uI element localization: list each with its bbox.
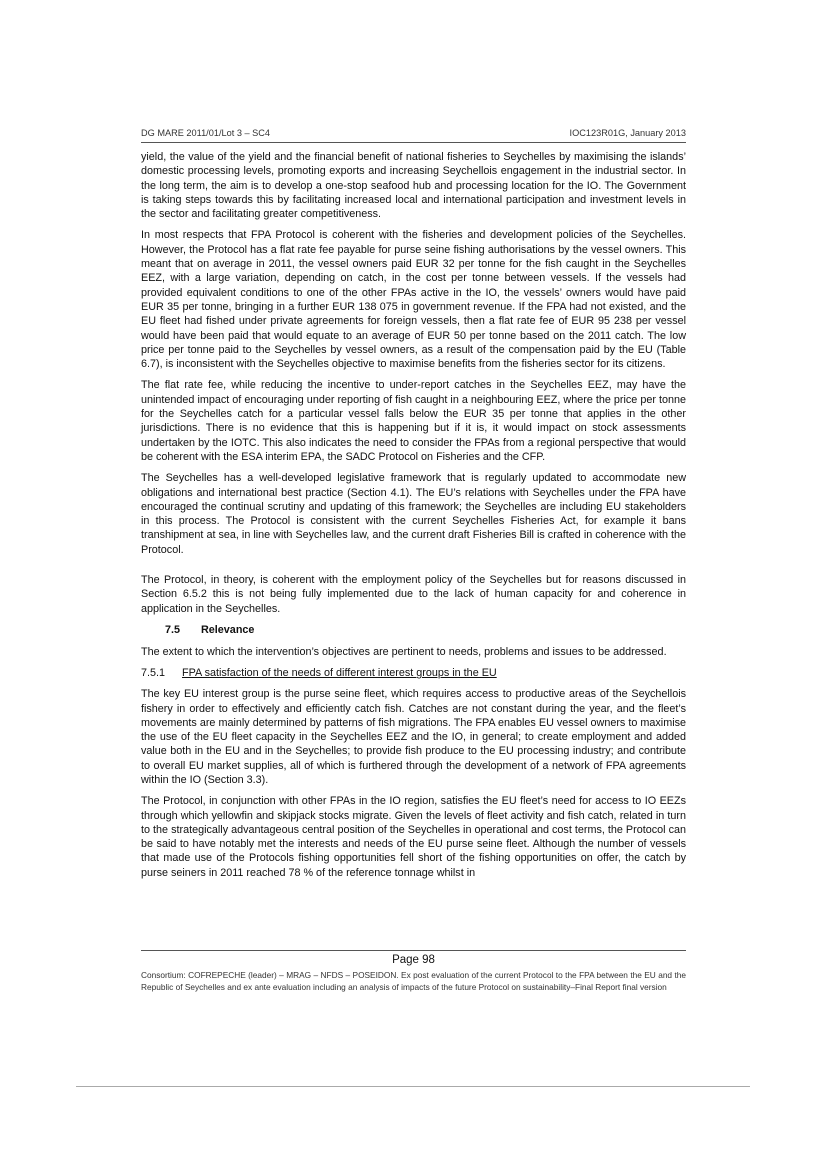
subsection-title: FPA satisfaction of the needs of different interest groups in the EU: [182, 667, 497, 680]
document-body: [141, 150, 686, 887]
page-header: [141, 128, 686, 143]
body-paragraph-1: yield, the value of the yield and the financial benefit of national fisheries to Seychelles by maximising the islands’ domestic processing levels, promoting exports and increasing Seychellois engagement in the industrial sector. In the long term, the aim is to develop a one-stop seafood hub and processing location for the IO. The Government is taking steps towards this by facilitating increased local and international participation and investment levels in the sector and facilitating greater competitiveness.: [141, 151, 686, 221]
section-title: Relevance: [201, 623, 255, 636]
section-heading-7-5: [165, 623, 686, 637]
header-right-reference: IOC123R01G, January 2013: [569, 128, 686, 138]
header-left-reference: DG MARE 2011/01/Lot 3 – SC4: [141, 128, 271, 138]
body-paragraph-5: The Protocol, in theory, is coherent with the employment policy of the Seychelles but for reasons discussed in Section 6.5.2 this is not being fully implemented due to the lack of human capacity for and coherence in application in the Seychelles.: [141, 574, 686, 615]
subsection-number: 7.5.1: [141, 667, 166, 680]
section-intro-paragraph: The extent to which the intervention’s objectives are pertinent to needs, problems and issues to be addressed.: [141, 645, 667, 658]
bottom-divider: [76, 1086, 750, 1087]
body-paragraph-4: The Seychelles has a well-developed legislative framework that is regularly updated to accommodate new obligations and international best practice (Section 4.1). The EU’s relations with Seychelles under the FPA have encouraged the continual scrutiny and updating of this framework; the Seychelles are including EU stakeholders in this process. The Protocol is consistent with the current Seychelles Fisheries Act, for example it bans transhipment at sea, in line with Seychelles law, and the current draft Fisheries Bill is crafted in coherence with the Protocol.: [141, 472, 686, 556]
page-number: Page 98: [392, 954, 435, 966]
subsection-paragraph-1: The key EU interest group is the purse seine fleet, which requires access to productive areas of the Seychellois fishery in order to effectively and efficiently catch fish. Catches are not constant during the year, and the fleet’s movements are mainly determined by patterns of fish migrations. The FPA enables EU vessel owners to maximise the use of the EU fleet capacity in the Seychelles EEZ and the IO, in general; to create employment and added value both in the EU and in the Seychelles; to provide fish produce to the EU processing industry; and contribute to overall EU market supplies, all of which is furthered through the development of a network of FPA agreements within the IO (Section 3.3).: [141, 688, 686, 786]
subsection-paragraph-2: The Protocol, in conjunction with other FPAs in the IO region, satisfies the EU fleet’s need for access to IO EEZs through which yellowfin and skipjack stocks migrate. Given the levels of fleet activity and fish catch, related in turn to the strategically advantageous central position of the Seychelles in operational and cost terms, the Protocol can be said to have notably met the interests and needs of the EU purse seine fleet. Although the number of vessels that made use of the Protocols fishing opportunities fell short of the fishing opportunities on offer, the catch by purse seiners in 2011 reached 78 % of the reference tonnage whilst in: [141, 795, 686, 879]
consortium-note: Consortium: COFREPECHE (leader) – MRAG – NFDS – POSEIDON. Ex post evaluation of the current Protocol to the FPA between the EU and the Republic of Seychelles and ex ante evaluation including an analysis of impacts of the future Protocol on sustainability–Final Report final version: [141, 970, 686, 992]
body-paragraph-3: The flat rate fee, while reducing the incentive to under-report catches in the Seychelles EEZ, may have the unintended impact of encouraging under reporting of fish caught in a neighbouring EEZ, where the price per tonne for the Seychelles catch for a particular vessel falls below the EUR 35 per tonne that applies in the other jurisdictions. There is no evidence that this is happening but if it is, it would impact on stock assessments undertaken by the IOTC. This also indicates the need to consider the FPAs from a regional perspective that would be coherent with the ESA interim EPA, the SADC Protocol on Fisheries and the CFP.: [141, 379, 686, 463]
section-number: 7.5: [165, 623, 181, 636]
page-footer: [141, 950, 686, 993]
subsection-heading-7-5-1: [141, 666, 686, 680]
body-paragraph-2: In most respects that FPA Protocol is coherent with the fisheries and development policies of the Seychelles. However, the Protocol has a flat rate fee payable for purse seine fishing authorisations by the vessel owners. This meant that on average in 2011, the vessel owners paid EUR 32 per tonne for the fish caught in the Seychelles EEZ, with a large variation, depending on catch, in the cost per tonne between vessels. If the vessels had provided equivalent conditions to one of the other FPAs active in the IO, the vessels’ owners would have paid EUR 35 per tonne, bringing in a further EUR 138 075 in government revenue. If the FPA had not existed, and the EU fleet had fished under private agreements for foreign vessels, then a flat rate fee of EUR 95 238 per vessel would have been paid that would equate to an average of EUR 50 per tonne based on the 2011 catch. The low price per tonne paid to the Seychelles by vessel owners, as a result of the compensation paid by the EU (Table 6.7), is inconsistent with the Seychelles objective to maximise benefits from the fisheries sector for its citizens.: [141, 229, 686, 371]
